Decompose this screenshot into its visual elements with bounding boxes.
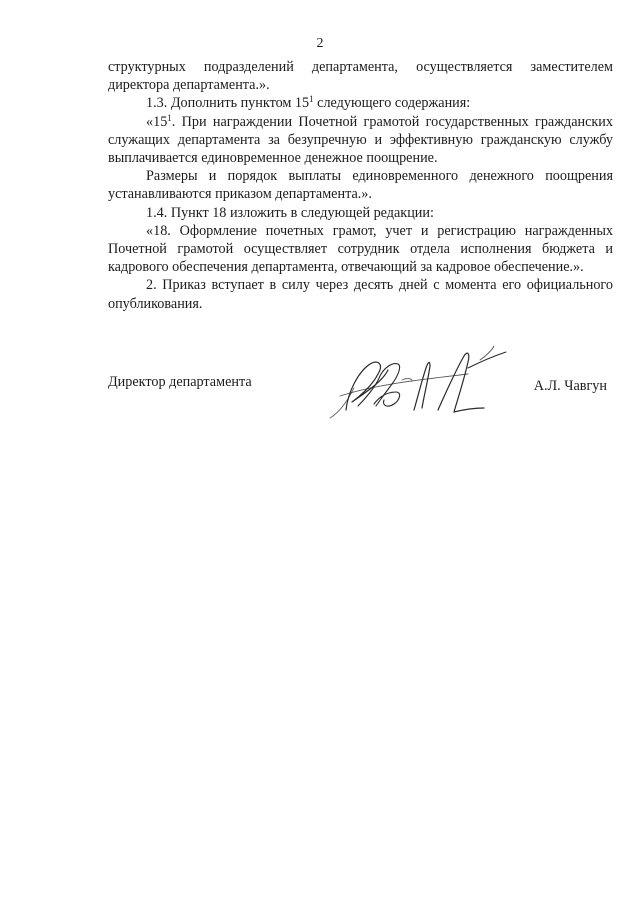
superscript: 1 <box>167 112 172 123</box>
paragraph-item-15-1 <box>108 113 613 168</box>
paragraph-text: 1.3. Дополнить пунктом 15 <box>146 95 310 112</box>
signatory-position: Директор департамента <box>108 374 252 390</box>
signature-block <box>108 374 613 396</box>
superscript: 1 <box>309 94 314 105</box>
paragraph-text: следующего содержания: <box>313 95 471 112</box>
paragraph-item-1-3 <box>108 94 613 112</box>
document-body <box>108 58 613 313</box>
paragraph-text: . При награждении Почетной грамотой государственных гражданских служащих департамента за безупречную и эффективную гражданскую службу выплачивается единовременное денежное поощрение. <box>108 113 613 167</box>
paragraph-item-18: «18. Оформление почетных грамот, учет и регистрацию награжденных Почетной грамотой осуществляет сотрудник отдела исполнения бюджета и кадрового обеспечения департамента, отвечающий за кадровое обеспечение.». <box>108 222 613 276</box>
paragraph-continuation: структурных подразделений департамента, осуществляется заместителем директора департамента.». <box>108 59 613 94</box>
page-number: 2 <box>316 36 324 51</box>
paragraph-item-1-4: 1.4. Пункт 18 изложить в следующей редакции: <box>146 204 434 221</box>
paragraph-item-2: 2. Приказ вступает в силу через десять дней с момента его официального опубликования. <box>108 277 613 312</box>
paragraph-payment-rules: Размеры и порядок выплаты единовременного денежного поощрения устанавливаются приказом департамента.». <box>108 168 613 203</box>
paragraph-text: «15 <box>146 113 168 130</box>
signatory-name: А.Л. Чавгун <box>533 378 607 394</box>
